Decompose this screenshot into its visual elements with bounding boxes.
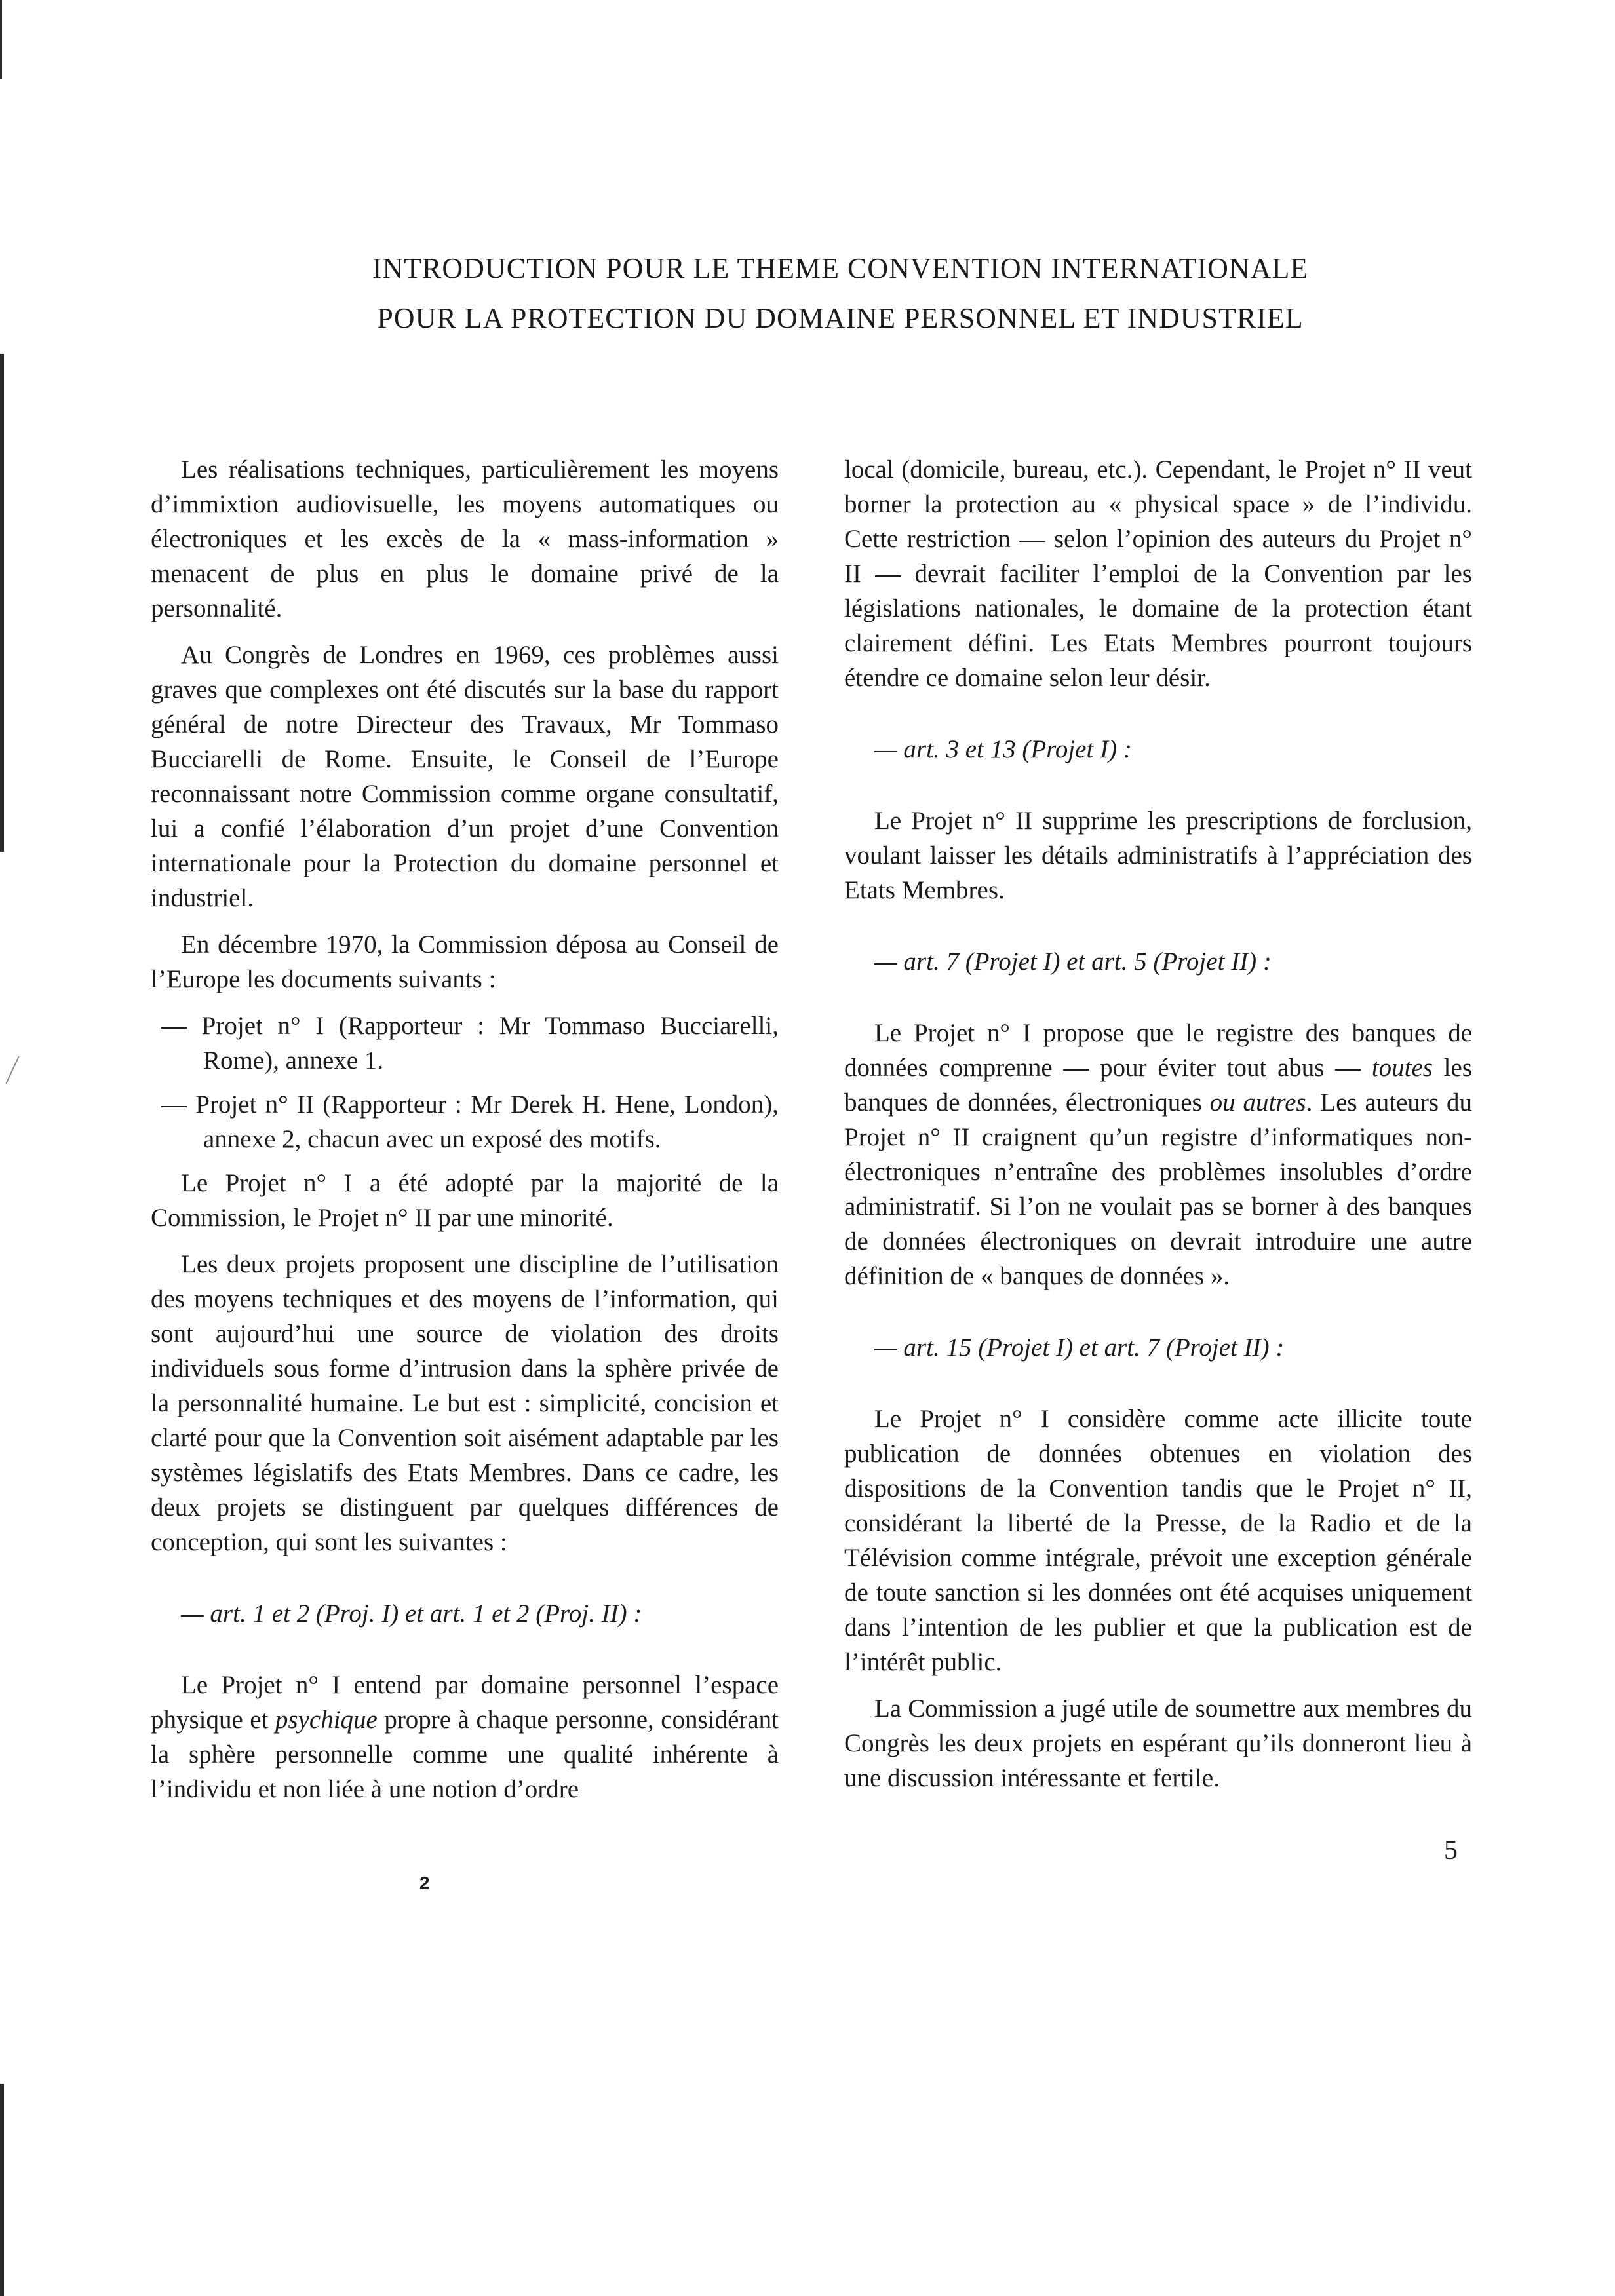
title-line-2: POUR LA PROTECTION DU DOMAINE PERSONNEL ET INDUSTRIEL [377,302,1304,334]
paragraph: Les réalisations techniques, particulièrement les moyens d’immixtion audiovisuelle, les moyens automatiques ou électroniques et les excès de la « mass-information » menacent de plus en plus le domaine privé de la personnalité. [151,455,779,622]
paragraph: La Commission a jugé utile de soumettre aux membres du Congrès les deux projets en espérant qu’ils donneront lieu à une discussion intéressante et fertile. [844,1694,1472,1792]
scan-edge-middle [0,354,4,852]
margin-pen-mark [5,1056,19,1084]
list-item: — Projet n° I (Rapporteur : Mr Tommaso Bucciarelli, Rome), annexe 1. [161,1012,779,1075]
paragraph: Au Congrès de Londres en 1969, ces problèmes aussi graves que complexes ont été discutés sur la base du rapport général de notre Directeur des Travaux, Mr Tommaso Bucciarelli de Rome. Ensuite, le Conseil de l’Europe reconnaissant notre Commission comme organe consultatif, lui a confié l’élaboration d’un projet d’une Convention internationale pour la Protection du domaine personnel et industriel. [151,641,779,912]
page-title [131,244,1549,343]
sheet-number: 2 [419,1873,430,1893]
left-column [151,452,779,1818]
article-heading: — art. 7 (Projet I) et art. 5 (Projet II) : [874,947,1272,976]
paragraph: En décembre 1970, la Commission déposa au Conseil de l’Europe les documents suivants : [151,930,779,993]
list-item: — Projet n° II (Rapporteur : Mr Derek H. Hene, London), annexe 2, chacun avec un exposé des motifs. [161,1090,779,1153]
text-run: . Les auteurs du Projet n° II craignent qu’un registre d’informatiques non-électroniques n’entraîne des problèmes insolubles d’ordre administratif. Si l’on ne voulait pas se borner à des banques de données électroniques on devrait introduire une autre définition de « banques de données ». [844,1088,1472,1290]
article-heading: — art. 15 (Projet I) et art. 7 (Projet II) : [874,1333,1285,1362]
text-run: Le Projet n° I propose que le registre des banques de données comprenne — pour éviter tout abus — [844,1019,1472,1082]
title-line-1: INTRODUCTION POUR LE THEME CONVENTION INTERNATIONALE [372,252,1309,284]
emphasis: ou autres [1209,1088,1306,1117]
page-number: 5 [1444,1835,1458,1866]
paragraph: local (domicile, bureau, etc.). Cependant, le Projet n° II veut borner la protection au « physical space » de l’individu. Cette restriction — selon l’opinion des auteurs du Projet n° II — devrait faciliter l’emploi de la Convention par les législations nationales, le domaine de la protection étant clairement défini. Les Etats Membres pourront toujours étendre ce domaine selon leur désir. [844,455,1472,692]
emphasis: toutes [1371,1054,1433,1082]
article-heading: — art. 3 et 13 (Projet I) : [874,735,1132,763]
scan-edge-bottom [0,2084,4,2296]
paragraph: Le Projet n° I considère comme acte illicite toute publication de données obtenues en violation des dispositions de la Convention tandis que le Projet n° II, considérant la liberté de la Presse, de la Radio et de la Télévision comme intégrale, prévoit une exception générale de toute sanction si les données ont été acquises uniquement dans l’intention de les publier et que la publication est de l’intérêt public. [844,1405,1472,1676]
paragraph: Le Projet n° II supprime les prescriptions de forclusion, voulant laisser les détails administratifs à l’appréciation des Etats Membres. [844,807,1472,904]
emphasis: psychique [275,1706,378,1734]
scan-edge-top [0,0,2,79]
text-run: les banques de données, électroniques [844,1054,1472,1117]
paragraph [151,1668,779,1807]
paragraph: Les deux projets proposent une discipline de l’utilisation des moyens techniques et des moyens de l’information, qui sont aujourd’hui une source de violation des droits individuels sous forme d’intrusion dans la sphère privée de la personnalité humaine. Le but est : simplicité, concision et clarté pour que la Convention soit aisément adaptable par les systèmes législatifs des Etats Membres. Dans ce cadre, les deux projets se distinguent par quelques différences de conception, qui sont les suivantes : [151,1250,779,1556]
text-run: propre à chaque personne, considérant la sphère personnelle comme une qualité inhérente à l’individu et non liée à une notion d’ordre [151,1706,779,1803]
paragraph [844,1016,1472,1293]
right-column [844,452,1472,1807]
paragraph: Le Projet n° I a été adopté par la majorité de la Commission, le Projet n° II par une minorité. [151,1169,779,1232]
text-run: Le Projet n° I entend par domaine personnel l’espace physique et [151,1671,779,1734]
article-heading: — art. 1 et 2 (Proj. I) et art. 1 et 2 (Proj. II) : [181,1599,642,1628]
